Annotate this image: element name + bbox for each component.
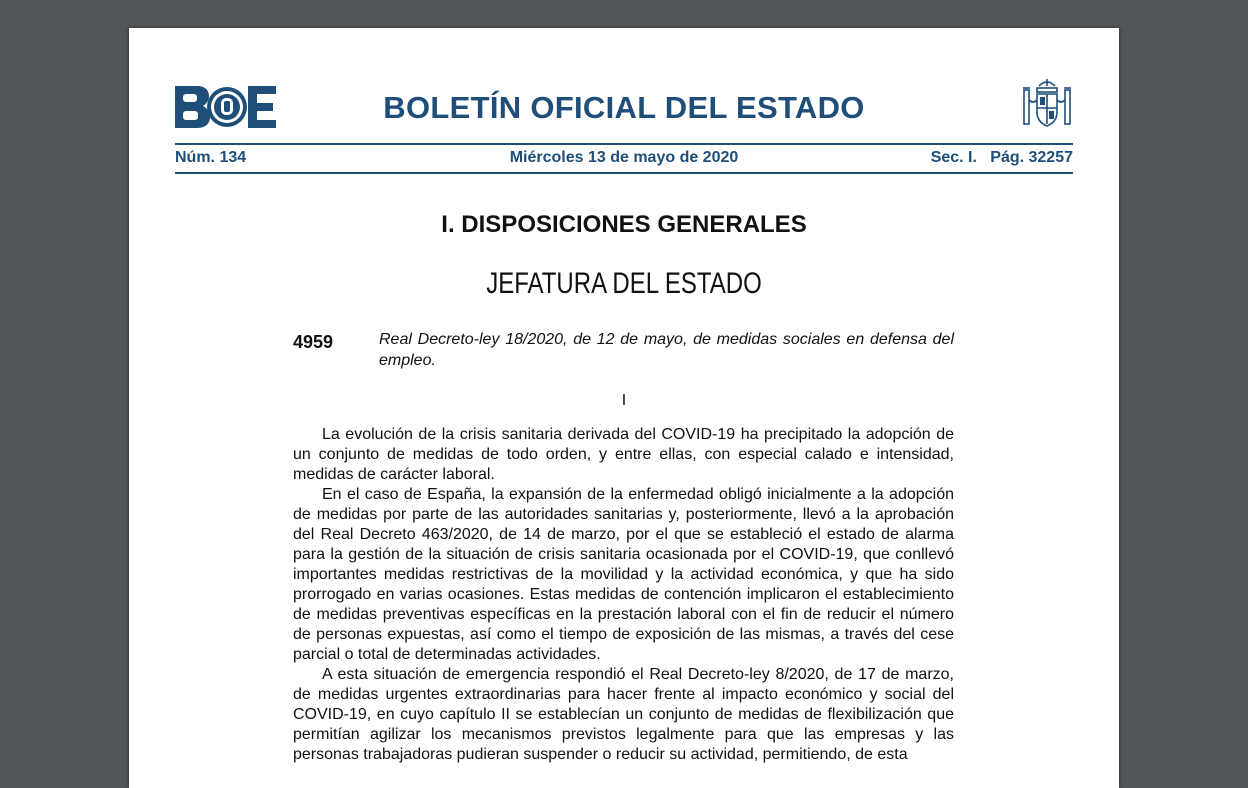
department-heading: JEFATURA DEL ESTADO [486, 267, 762, 300]
document-page [129, 28, 1119, 788]
section-heading: I. DISPOSICIONES GENERALES [441, 211, 807, 238]
decree-title: Real Decreto-ley 18/2020, de 12 de mayo, de medidas sociales en defensa del empleo. [379, 331, 954, 369]
section-page-label: Sec. I. Pág. 32257 [930, 149, 1073, 166]
gazette-title: BOLETÍN OFICIAL DEL ESTADO [383, 90, 865, 125]
header-rule-bottom [175, 172, 1073, 174]
paragraph: En el caso de España, la expansión de la enfermedad obligó inicialmente a la adopción de medidas por parte de las autoridades sanitarias y, posteriormente, llevó a la aprobación del Real Decreto 463/2020, de 14 de marzo, por el que se estableció el estado de alarma para la gestión de la situación de crisis sanitaria ocasionada por el COVID-19, que conllevó importantes medidas restrictivas de la movilidad y la actividad económica, y que ha sido prorrogado en varias ocasiones. Estas medidas de contención implicaron el establecimiento de medidas preventivas específicas en la prestación laboral con el fin de reducir el número de personas expuestas, así como el tiempo de exposición de las mismas, a través del cese parcial o total de determinadas actividades. [293, 486, 954, 663]
issue-info-line [175, 149, 1073, 169]
body-text [293, 425, 954, 765]
entry-number: 4959 [293, 332, 334, 352]
paragraph: La evolución de la crisis sanitaria derivada del COVID-19 ha precipitado la adopción de un conjunto de medidas de todo orden, y entre ellas, con especial calado e intensidad, medidas de carácter laboral. [293, 426, 954, 483]
header-rule-top [175, 143, 1073, 145]
coat-of-arms-icon [1021, 76, 1073, 132]
chapter-number: I [621, 392, 627, 409]
issue-date: Miércoles 13 de mayo de 2020 [509, 149, 739, 166]
issue-number: Núm. 134 [175, 149, 247, 166]
paragraph: A esta situación de emergencia respondió el Real Decreto-ley 8/2020, de 17 de marzo, de medidas urgentes extraordinarias para hacer frente al impacto económico y social del COVID-19, en cuyo capítulo II se establecían un conjunto de medidas de flexibilización que permitían agilizar los mecanismos previstos legalmente para que las empresas y las personas trabajadoras pudieran suspender o reducir su actividad, permitiendo, de esta [293, 666, 954, 763]
